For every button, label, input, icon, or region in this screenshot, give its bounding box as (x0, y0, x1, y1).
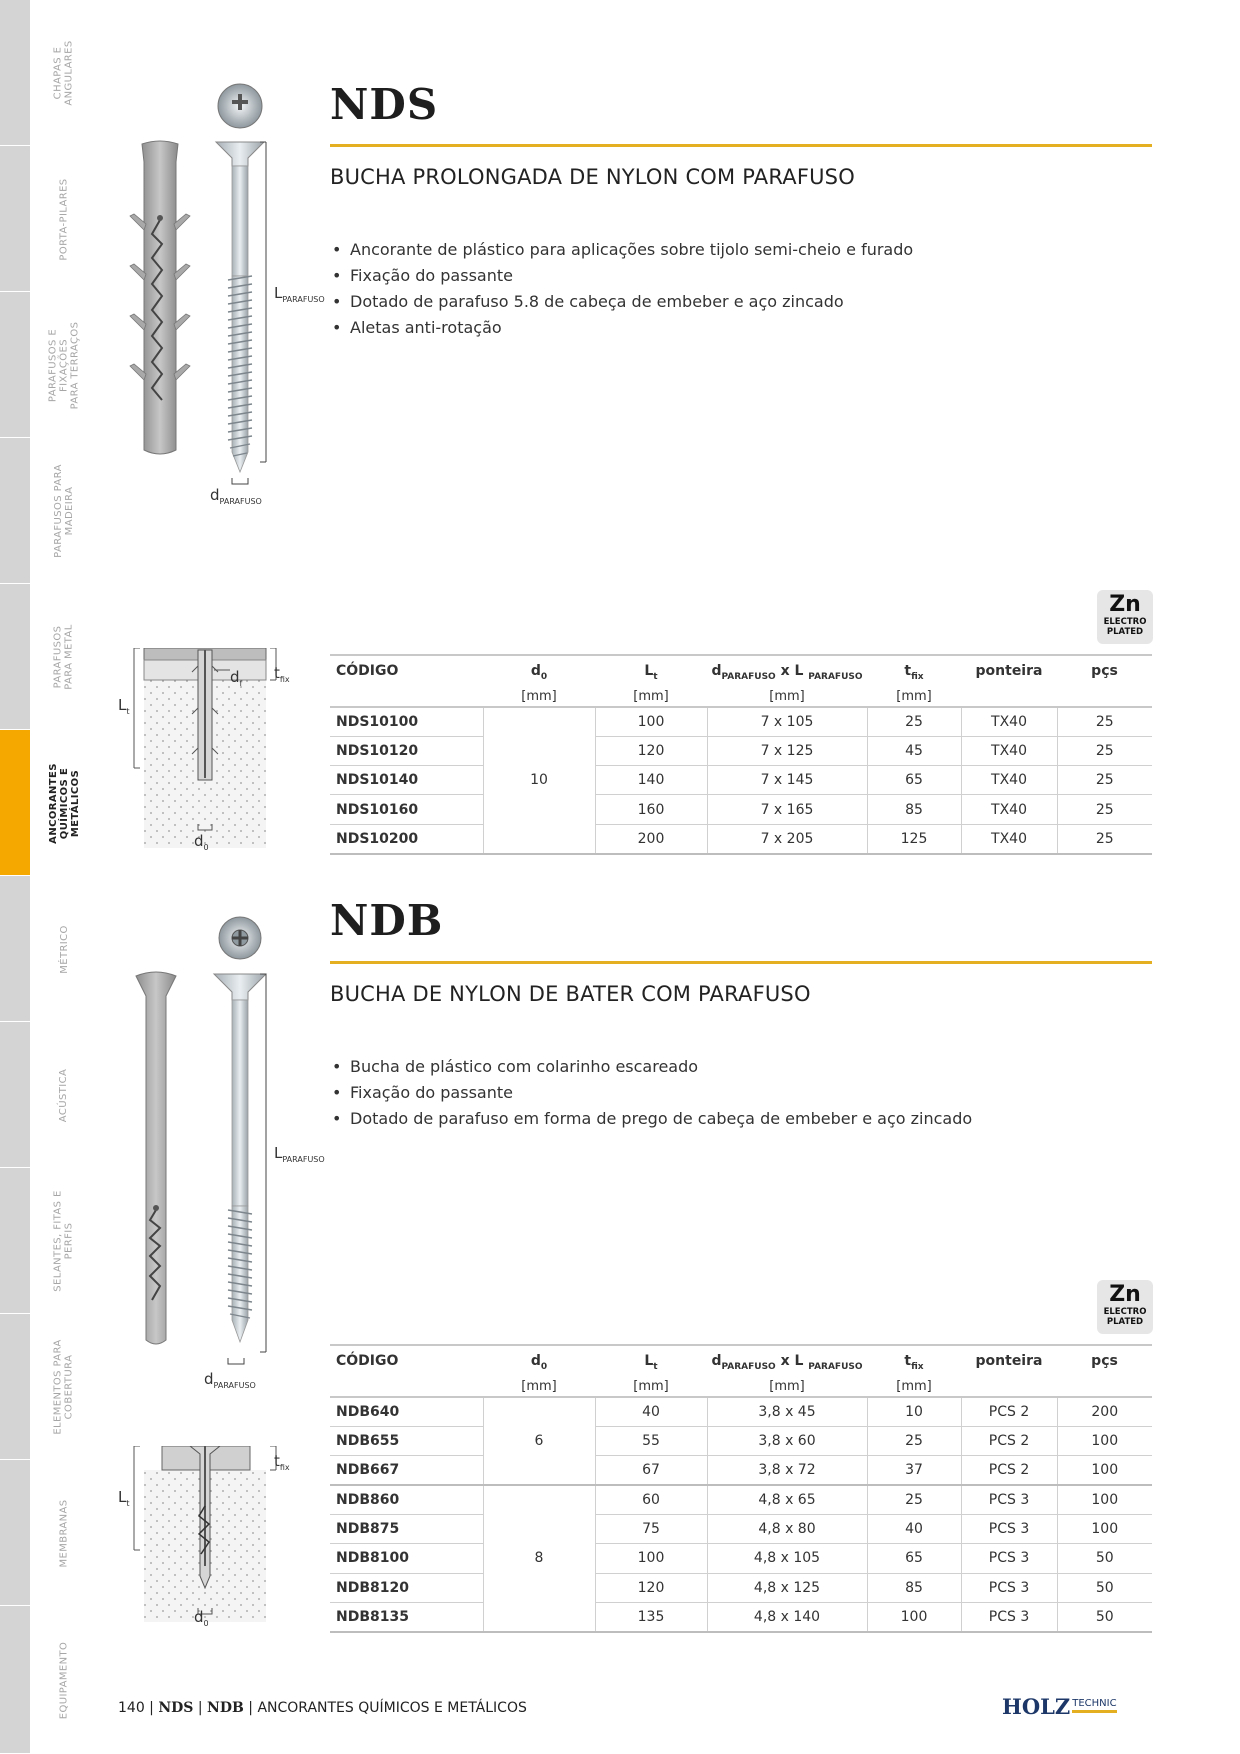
cell-dl: 4,8 x 105 (707, 1544, 867, 1573)
cell-tip: TX40 (961, 766, 1057, 795)
cell-pcs: 25 (1057, 707, 1152, 736)
table-header-row (330, 655, 1152, 707)
cell-pcs: 50 (1057, 1544, 1152, 1573)
cell-tip: PCS 3 (961, 1603, 1057, 1632)
footer-code-nds: NDS (158, 1700, 194, 1716)
ndb-table (330, 1344, 1152, 1633)
col-tfix: $t_{fix}$ [mm] (896, 1353, 932, 1394)
sidebar-label-acustica[interactable]: ACÚSTICA (58, 1068, 70, 1122)
cell-tfix: 125 (867, 824, 961, 853)
col-code: CÓDIGO (336, 663, 399, 679)
sidebar-tab-equipamento[interactable] (0, 1606, 30, 1754)
cell-lt: 60 (595, 1485, 707, 1514)
ndb-d-label: $d_{PARAFUSO}$ (204, 1370, 256, 1390)
cell-pcs: 50 (1057, 1603, 1152, 1632)
nds-l-label: $L_{PARAFUSO}$ (274, 284, 325, 304)
nds-subtitle: BUCHA PROLONGADA DE NYLON COM PARAFUSO (330, 165, 855, 189)
cell-code: NDB8120 (330, 1573, 483, 1602)
ndb-install-diagram (118, 1446, 298, 1626)
nds-title: NDS (330, 80, 439, 129)
cell-pcs: 100 (1057, 1514, 1152, 1543)
cell-tip: PCS 3 (961, 1544, 1057, 1573)
nds-tfix-label: $t_{fix}$ (274, 664, 290, 684)
cell-d0: 6 (483, 1397, 595, 1485)
col-d0: $d_0$ [mm] (521, 663, 557, 704)
sidebar-tab-ancorantes[interactable] (0, 730, 30, 876)
ndb-tfix-label: $t_{fix}$ (274, 1452, 290, 1472)
cell-code: NDB667 (330, 1456, 483, 1485)
cell-tip: PCS 3 (961, 1485, 1057, 1514)
cell-pcs: 25 (1057, 824, 1152, 853)
col-dl: $d_{PARAFUSO}$ x L $_{PARAFUSO}$ [mm] (711, 1353, 863, 1394)
table-row (330, 795, 1152, 824)
table-row (330, 824, 1152, 853)
table-row (330, 1603, 1152, 1632)
footer-code-ndb: NDB (207, 1700, 244, 1716)
nds-rule (330, 144, 1152, 147)
cell-code: NDB640 (330, 1397, 483, 1426)
cell-code: NDS10140 (330, 766, 483, 795)
cell-code: NDB8135 (330, 1603, 483, 1632)
nds-lt-label: $L_t$ (118, 696, 130, 716)
table-row (330, 1514, 1152, 1543)
table-row (330, 1544, 1152, 1573)
ndb-rule (330, 961, 1152, 964)
sidebar-label-porta-pilares[interactable]: PORTA-PILARES (58, 177, 70, 261)
sidebar-tab-metrico[interactable] (0, 876, 30, 1022)
cell-code: NDB655 (330, 1426, 483, 1455)
col-tip: ponteira (975, 663, 1043, 679)
table-row (330, 1456, 1152, 1485)
table-header-row (330, 1345, 1152, 1397)
col-tfix: $t_{fix}$ [mm] (896, 663, 932, 704)
cell-pcs: 25 (1057, 766, 1152, 795)
cell-pcs: 50 (1057, 1573, 1152, 1602)
sidebar-tab-porta-pilares[interactable] (0, 146, 30, 292)
cell-tfix: 85 (867, 795, 961, 824)
cell-dl: 4,8 x 140 (707, 1603, 867, 1632)
sidebar-tab-parafusos-terracos[interactable] (0, 292, 30, 438)
zn-line2: PLATED (1106, 627, 1144, 637)
nds-install-diagram (118, 648, 298, 848)
nds-bullet: • Dotado de parafuso 5.8 de cabeça de embeber e aço zincado (330, 289, 913, 315)
nds-df-label: $d_f$ (230, 668, 243, 688)
zn-line1: ELECTRO (1103, 1307, 1147, 1317)
cell-code: NDS10160 (330, 795, 483, 824)
cell-lt: 135 (595, 1603, 707, 1632)
nds-d-label: $d_{PARAFUSO}$ (210, 486, 262, 506)
cell-lt: 40 (595, 1397, 707, 1426)
cell-lt: 75 (595, 1514, 707, 1543)
cell-code: NDB8100 (330, 1544, 483, 1573)
zn-line2: PLATED (1106, 1317, 1144, 1327)
nds-bullet: • Aletas anti-rotação (330, 315, 913, 341)
ndb-bullet: • Bucha de plástico com colarinho escareado (330, 1054, 972, 1080)
cell-pcs: 25 (1057, 795, 1152, 824)
cell-tip: TX40 (961, 824, 1057, 853)
table-row (330, 766, 1152, 795)
cell-lt: 120 (595, 736, 707, 765)
sidebar-tab-selantes[interactable] (0, 1168, 30, 1314)
cell-tfix: 25 (867, 1426, 961, 1455)
cell-tip: PCS 2 (961, 1397, 1057, 1426)
col-pcs: pçs (1091, 1353, 1118, 1369)
cell-lt: 55 (595, 1426, 707, 1455)
cell-dl: 3,8 x 45 (707, 1397, 867, 1426)
cell-code: NDS10200 (330, 824, 483, 853)
table-row (330, 736, 1152, 765)
cell-dl: 7 x 145 (707, 766, 867, 795)
cell-pcs: 100 (1057, 1456, 1152, 1485)
cell-tfix: 100 (867, 1603, 961, 1632)
cell-code: NDS10100 (330, 707, 483, 736)
sidebar-label-ancorantes[interactable]: ANCORANTES QUÍMICOS E METÁLICOS (47, 762, 81, 844)
ndb-subtitle: BUCHA DE NYLON DE BATER COM PARAFUSO (330, 982, 811, 1006)
cell-pcs: 100 (1057, 1426, 1152, 1455)
zn-symbol: Zn (1109, 592, 1141, 617)
sidebar-tab-cobertura[interactable] (0, 1314, 30, 1460)
cell-pcs: 100 (1057, 1485, 1152, 1514)
cell-lt: 200 (595, 824, 707, 853)
cell-dl: 3,8 x 60 (707, 1426, 867, 1455)
cell-lt: 100 (595, 707, 707, 736)
cell-dl: 7 x 205 (707, 824, 867, 853)
cell-tip: PCS 3 (961, 1514, 1057, 1543)
table-row (330, 1397, 1152, 1426)
cell-code: NDS10120 (330, 736, 483, 765)
col-dl: $d_{PARAFUSO}$ x L $_{PARAFUSO}$ [mm] (711, 663, 863, 704)
cell-tip: TX40 (961, 795, 1057, 824)
ndb-lt-label: $L_t$ (118, 1488, 130, 1508)
cell-tip: PCS 2 (961, 1456, 1057, 1485)
cell-lt: 67 (595, 1456, 707, 1485)
cell-dl: 7 x 105 (707, 707, 867, 736)
sidebar-label-metrico[interactable]: MÉTRICO (58, 924, 70, 974)
cell-dl: 3,8 x 72 (707, 1456, 867, 1485)
cell-tip: PCS 2 (961, 1426, 1057, 1455)
col-tip: ponteira (975, 1353, 1043, 1369)
cell-tip: TX40 (961, 707, 1057, 736)
cell-tfix: 25 (867, 1485, 961, 1514)
holz-technic-logo: HOLZ $^{TECHNIC}$ (1002, 1694, 1117, 1719)
cell-tfix: 45 (867, 736, 961, 765)
sidebar-tab-parafusos-metal[interactable] (0, 584, 30, 730)
nds-zn-badge (1097, 590, 1153, 644)
col-lt: $L_t$ [mm] (633, 663, 669, 704)
ndb-product-illustration (120, 910, 340, 1370)
table-row (330, 1573, 1152, 1602)
nds-d0-label: $d_0$ (194, 832, 209, 852)
sidebar-label-chapas[interactable]: CHAPAS E ANGULARES (53, 40, 75, 106)
cell-tfix: 10 (867, 1397, 961, 1426)
cell-lt: 160 (595, 795, 707, 824)
sidebar-tab-parafusos-madeira[interactable] (0, 438, 30, 584)
page-number: 140 (118, 1700, 145, 1716)
sidebar-label-parafusos-metal[interactable]: PARAFUSOS PARA METAL (53, 624, 76, 690)
zn-symbol: Zn (1109, 1282, 1141, 1307)
cell-d0: 8 (483, 1485, 595, 1632)
cell-pcs: 25 (1057, 736, 1152, 765)
col-pcs: pçs (1091, 663, 1118, 679)
cell-dl: 4,8 x 80 (707, 1514, 867, 1543)
table-row (330, 1485, 1152, 1514)
cell-tfix: 65 (867, 766, 961, 795)
ndb-d0-label: $d_0$ (194, 1608, 209, 1628)
nds-bullet: • Fixação do passante (330, 263, 913, 289)
cell-tfix: 37 (867, 1456, 961, 1485)
cell-dl: 4,8 x 125 (707, 1573, 867, 1602)
cell-tip: TX40 (961, 736, 1057, 765)
sidebar-label-parafusos-terracos[interactable]: PARAFUSOS E FIXAÇÕES PARA TERRAÇOS (47, 321, 81, 409)
sidebar-label-selantes[interactable]: SELANTES, FITAS E PERFIS (53, 1190, 76, 1292)
cell-code: NDB875 (330, 1514, 483, 1543)
cell-code: NDB860 (330, 1485, 483, 1514)
cell-tfix: 25 (867, 707, 961, 736)
cell-tfix: 85 (867, 1573, 961, 1602)
sidebar-label-cobertura[interactable]: ELEMENTOS PARA COBERTURA (53, 1339, 76, 1435)
zn-line1: ELECTRO (1103, 617, 1147, 627)
sidebar-tab-acustica[interactable] (0, 1022, 30, 1168)
cell-lt: 140 (595, 766, 707, 795)
nds-table (330, 654, 1152, 855)
ndb-bullet: • Dotado de parafuso em forma de prego de cabeça de embeber e aço zincado (330, 1106, 972, 1132)
cell-pcs: 200 (1057, 1397, 1152, 1426)
cell-tfix: 40 (867, 1514, 961, 1543)
cell-dl: 4,8 x 65 (707, 1485, 867, 1514)
ndb-zn-badge (1097, 1280, 1153, 1334)
ndb-l-label: $L_{PARAFUSO}$ (274, 1144, 325, 1164)
cell-tip: PCS 3 (961, 1573, 1057, 1602)
sidebar-label-membranas[interactable]: MEMBRANAS (58, 1498, 70, 1568)
col-d0: $d_0$ [mm] (521, 1353, 557, 1394)
sidebar-tab-membranas[interactable] (0, 1460, 30, 1606)
ndb-bullet: • Fixação do passante (330, 1080, 972, 1106)
cell-dl: 7 x 125 (707, 736, 867, 765)
nds-bullet: • Ancorante de plástico para aplicações sobre tijolo semi-cheio e furado (330, 237, 913, 263)
cell-d0: 10 (483, 707, 595, 854)
cell-lt: 120 (595, 1573, 707, 1602)
ndb-bullets (330, 1054, 972, 1132)
cell-dl: 7 x 165 (707, 795, 867, 824)
table-row (330, 707, 1152, 736)
sidebar-tab-chapas[interactable] (0, 0, 30, 146)
col-lt: $L_t$ [mm] (633, 1353, 669, 1394)
sidebar-label-parafusos-madeira[interactable]: PARAFUSOS PARA MADEIRA (53, 464, 75, 558)
table-row (330, 1426, 1152, 1455)
cell-tfix: 65 (867, 1544, 961, 1573)
sidebar-label-equipamento[interactable]: EQUIPAMENTO (58, 1641, 70, 1719)
ndb-title: NDB (330, 896, 444, 945)
cell-lt: 100 (595, 1544, 707, 1573)
col-code: CÓDIGO (336, 1353, 399, 1369)
page-footer: 140 | NDS | NDB | ANCORANTES QUÍMICOS E METÁLICOS (118, 1700, 527, 1716)
nds-bullets (330, 237, 913, 341)
footer-section: ANCORANTES QUÍMICOS E METÁLICOS (257, 1700, 527, 1716)
